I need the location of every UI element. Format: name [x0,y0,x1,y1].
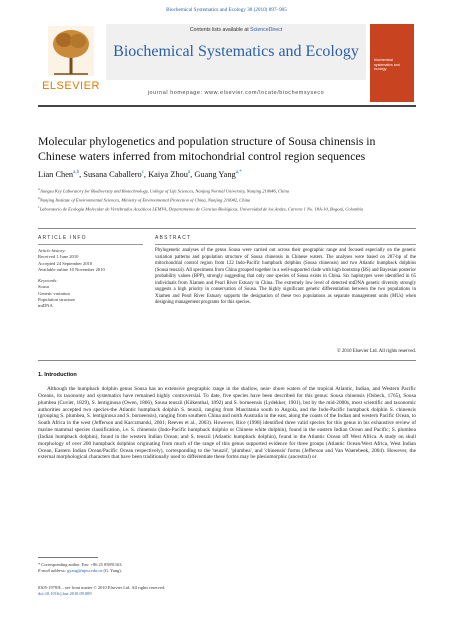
section-rule [38,360,416,361]
article-info-rule [38,244,143,245]
author[interactable]: Lian Chen$^{a,b}$ [38,170,80,179]
publisher-logo-text: ELSEVIER [42,80,100,92]
keyword: Sousa [38,284,49,290]
contents-prefix: Contents lists available at [189,27,251,33]
cover-title: biochemical systematics and ecology [374,58,400,71]
header-rule [38,105,416,107]
affiliation: $^a$Jiangsu Key Laboratory for Biodiversity and Biotechnology, College of Life Sciences, Nanjing Normal University, Nanjing 210046, China [38,187,289,194]
history-online: Available online 10 November 2010 [38,266,105,272]
section-rule [38,228,416,229]
author[interactable]: Kaiya Zhou$^a$ [148,170,191,179]
copyright: © 2010 Elsevier Ltd. All rights reserved. [336,349,416,354]
keyword: mtDNA [38,303,53,309]
author[interactable]: Guang Yang$^{a,*}$ [194,170,242,179]
history-received: Received 1 June 2010 [38,254,79,260]
corresponding-author: * Corresponding author. Fax: +86 25 85891163. [38,562,123,567]
issn-doi [38,585,416,597]
article-title: Molecular phylogenetics and population structure of Sousa chinensis in Chinese waters inferred from mitochondrial control region sequences [38,134,376,163]
abstract-heading: ABSTRACT [155,235,192,241]
author[interactable]: Susana Caballero$^c$ [83,170,144,179]
abstract-text: Phylogenetic analyses of the genus Sousa were carried out across their geographic range and focused especially on the genetic variation patterns and population structure of Sousa chinensis in Chinese waters. The analyses were based on 287-bp of the mitochondrial control region from 122 Indo-Pacific humpback dolphins (Sousa chinensis) and two Atlantic humpback dolphins (Sousa teuszii). All specimens from China grouped together in a well-supported clade with high bootstrap (BS) and Bayesian posterior probability values (BPP), strongly suggesting that only one species of Sousa exists in China. Six haplotypes were identified in 65 individuals from Xiamen and Pearl River Estuary in China. The extremely low level of detected mtDNA genetic diversity strongly suggests a high priority in conservation of Sousa. The highly significant genetic differentiation between the two populations in Xiamen and Pearl River Estuary supports the designation of these two populations as separate management units (MUs) when designing management programs for this species. [155,248,416,305]
history-accepted: Accepted 24 September 2010 [38,260,93,266]
affiliation: $^c$Laboratorio de Ecología Molecular de Vertebrados Acuáticos LEMVA, Departamento de Ciencias Biológicas, Universidad de los Andes, Carrera 1 No. 18A-10, Bogotá, Colombia [38,205,363,212]
journal-homepage[interactable]: journal homepage: www.elsevier.com/locate/biochemsyseco [147,90,325,96]
footnote-rule [38,557,98,558]
article-info-heading: ARTICLE INFO [38,235,87,241]
affiliation: $^b$Nanjing Institute of Environmental Sciences, Ministry of Environmental Protection of China, Nanjing 210042, China [38,196,251,203]
affiliations [38,186,416,213]
journal-cover [370,24,414,102]
journal-title: Biochemical Systematics and Ecology [113,43,359,60]
elsevier-logo [38,22,104,102]
keyword: Population structure [38,296,76,302]
footnote: * Corresponding author. Fax: +86 25 85891163. E-mail address: gyang@njnu.edu.cn (G. Yang). [38,562,416,574]
keyword: Genetic variation [38,290,70,296]
abstract-rule [155,244,416,245]
introduction-heading: 1. Introduction [38,372,77,378]
elsevier-tree-icon [48,26,94,76]
issn-line: 0305-1978/$ – see front matter © 2010 Elsevier Ltd. All rights reserved. [38,585,166,590]
article-history: Article history: Received 1 June 2010 Accepted 24 September 2010 Available online 10 November 2010 [38,248,148,273]
journal-reference[interactable]: Biochemical Systematics and Ecology 38 (2010) 897–905 [166,7,287,13]
keywords: Keywords: Sousa Genetic variation Population structure mtDNA [38,278,148,309]
sciencedirect-link[interactable]: ScienceDirect [250,27,283,33]
introduction-body: Although the humpback dolphin genus Sousa has an extensive geographic range in the shallow, near- shore waters of the tropical Atlantic, Indian, and Western Pacific Oceans, its taxonomy and systematics have remained highly controversial. To date, five species have been described for this genus: Sousa chinensis (Osbeck, 1765), Sousa plumbea (Cuvier, 1829), S. lentiginosa (Owen, 1866), Sousa teuszii (Kükenthal, 1892) and S. borneensis (Lydekker, 1901), but by the mid-2000s, most scientific and taxonomic authorities accepted two species-the Atlantic humpback dolphin S. teuszii, ranging from Mauritania south to Angola, and the Indo-Pacific humpback dolphin S. chinensis (grouping S. plumbea, S. lentiginosa and S. borneensis), ranging from southern China and north Australia in the east, along the coasts of the Indian and western Pacific Ocean, to South Africa in the west (Jefferson and Karczmarski, 2001; Reeves et al., 2003). However, Rice (1998) identified three valid species for this genus in his exhaustive review of marine mammal species classification, i.e. S. chinensis (Indo-Pacific humpback dolphin or Chinese white dolphin), found in the eastern Indian Ocean and Pacific; S. plumbea (Indian humpback dolphin), found in the western Indian Ocean; and S. teuszii (Atlantic humpback dolphin), found in the Atlantic Ocean off West Africa. A study on skull morphology of over 200 humpback dolphins originating from much of the range of this genus supported evidence for three groups (Atlantic Ocean/West Africa, West Indian Ocean, Eastern Indian Ocean/Pacific Ocean respectively), corresponding to the 'teuszii', 'plumbea', and 'chinensis' forms (Jefferson and Van Waerebeek, 2004). However, the external morphological characters that have been traditionally used to differentiate these forms may be plesiomorphic (ancestral) or [38,386,416,461]
doi-link[interactable]: doi:10.1016/j.bse.2010.09.009 [38,591,92,596]
contents-line [106,27,366,33]
email-link[interactable]: gyang@njnu.edu.cn [67,568,103,573]
author-list: Lian Chen$^{a,b}$, Susana Caballero$^c$, Kaiya Zhou$^a$, Guang Yang$^{a,*}$ [38,170,242,179]
